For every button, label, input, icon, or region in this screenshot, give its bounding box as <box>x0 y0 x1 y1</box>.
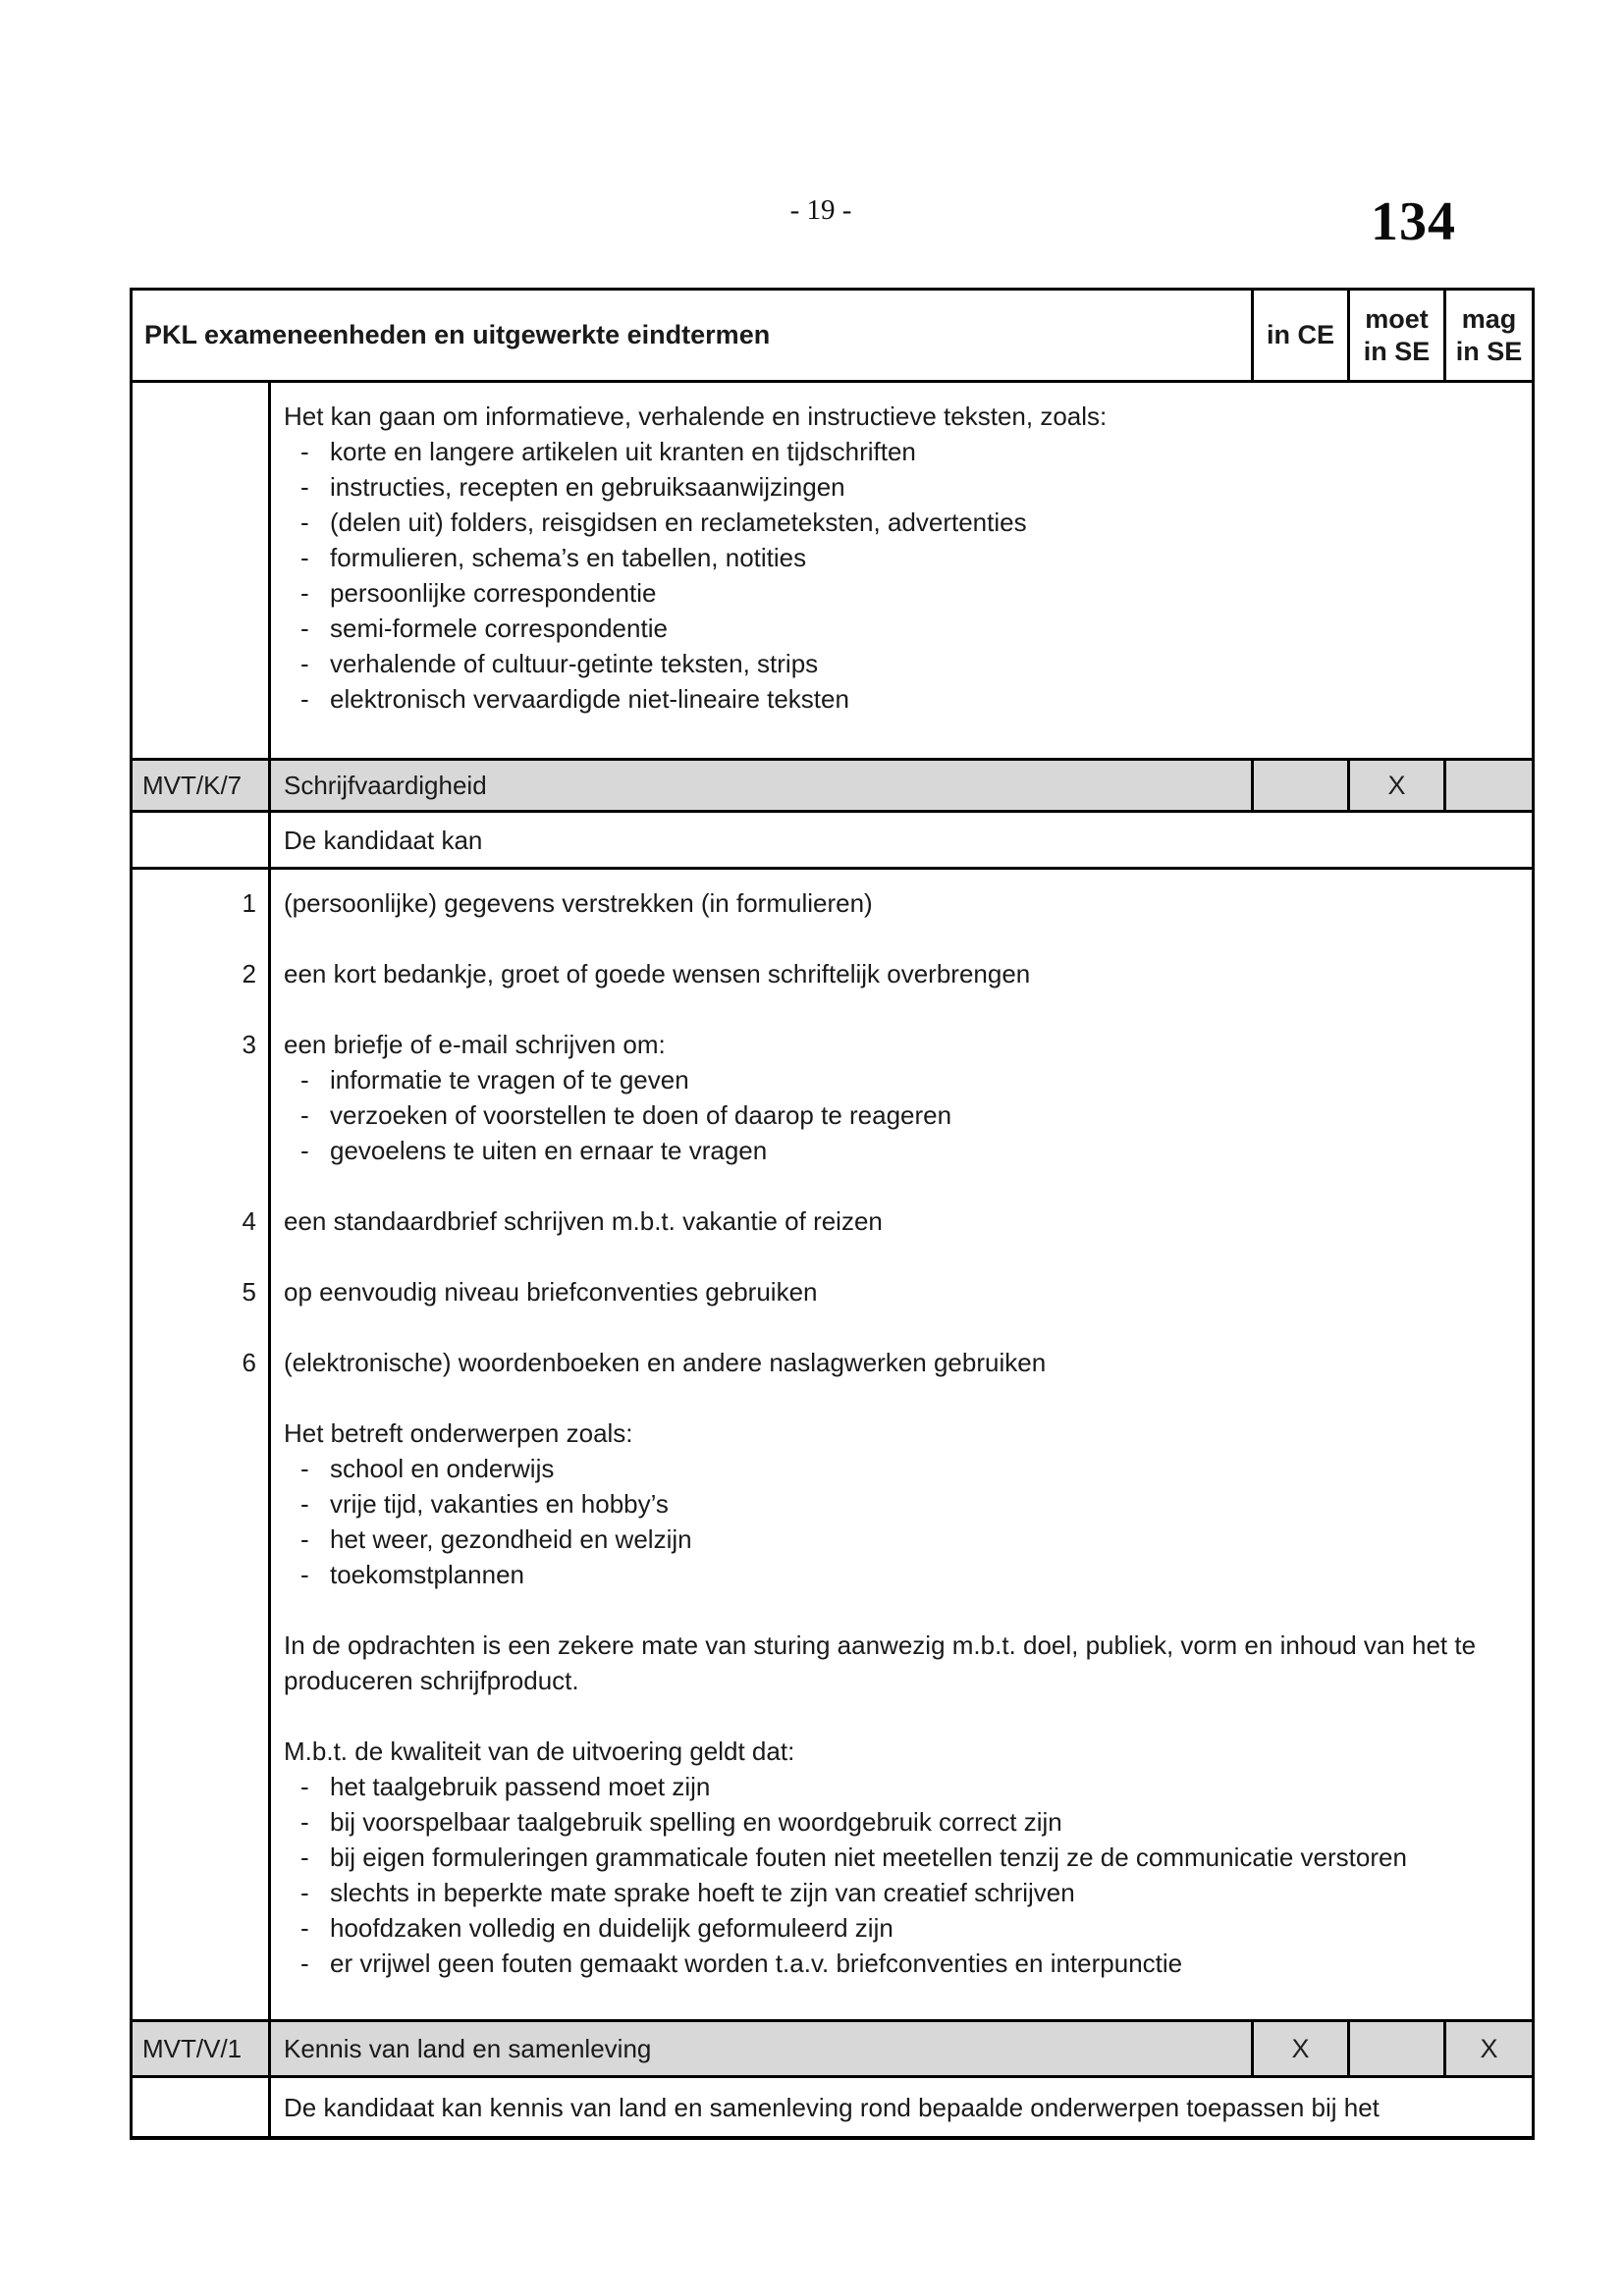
document-number: 134 <box>1371 191 1456 252</box>
bullet-dash: - <box>300 1913 309 1943</box>
header-col-moet-in-se <box>1350 291 1446 380</box>
bullet-dash: - <box>300 684 309 714</box>
kwaliteit-lead: M.b.t. de kwaliteit van de uitvoering geldt dat: <box>284 1736 795 1766</box>
list-item: - (delen uit) folders, reisgidsen en reclameteksten, advertenties <box>284 505 1522 540</box>
header-moet-line1: moet <box>1365 303 1429 334</box>
mag-in-se-mark-cell: X <box>1480 2033 1498 2063</box>
kandidaat-row <box>133 2078 1532 2136</box>
header-main-title: PKL exameneenheden en uitgewerkte eindtermen <box>133 291 1254 380</box>
list-item: - persoonlijke correspondentie <box>284 575 1522 611</box>
bullet-dash: - <box>300 649 309 678</box>
bullet-dash: - <box>300 1807 309 1837</box>
list-item: - verhalende of cultuur-getinte teksten, strips <box>284 646 1522 681</box>
list-item: - verzoeken of voorstellen te doen of daarop te reageren <box>284 1097 1532 1133</box>
exam-terms-table <box>130 288 1535 2140</box>
intro-code-cell-empty <box>133 383 271 758</box>
list-item: - informatie te vragen of te geven <box>284 1062 1532 1097</box>
list-item: - het taalgebruik passend moet zijn <box>284 1769 1532 1804</box>
header-ce-label: in CE <box>1266 320 1334 349</box>
header-col-in-ce <box>1254 291 1350 380</box>
code-cell-empty <box>133 2078 271 2136</box>
list-item: - toekomstplannen <box>284 1557 1532 1592</box>
section-title: Kennis van land en samenleving <box>271 2022 1254 2075</box>
in-ce-mark-cell <box>1254 761 1350 810</box>
intro-content-cell <box>271 383 1532 758</box>
onderwerpen-lead: Het betreft onderwerpen zoals: <box>284 1418 633 1448</box>
section-row-mvt-v1 <box>133 2022 1532 2078</box>
item-number: 3 <box>133 1027 271 1168</box>
item-number: 1 <box>133 885 271 921</box>
sturing-paragraph: In de opdrachten is een zekere mate van sturing aanwezig m.b.t. doel, publiek, vorm en inhoud van het te produceren schrijfproduct. <box>284 1630 1477 1695</box>
header-mag-line1: mag <box>1461 303 1517 334</box>
list-item: - slechts in beperkte mate sprake hoeft te zijn van creatief schrijven <box>284 1875 1532 1910</box>
list-item: - semi-formele correspondentie <box>284 611 1522 646</box>
bullet-dash: - <box>300 1524 309 1554</box>
bullet-dash: - <box>300 437 309 466</box>
bullet-dash: - <box>300 1560 309 1589</box>
bullet-dash: - <box>300 1878 309 1907</box>
moet-in-se-mark-cell <box>1350 2022 1446 2075</box>
list-item: - bij eigen formuleringen grammaticale fouten niet meetellen tenzij ze de communicatie verstoren <box>284 1840 1532 1875</box>
list-item: - het weer, gezondheid en welzijn <box>284 1522 1532 1557</box>
intro-row <box>133 383 1532 761</box>
list-item: - bij voorspelbaar taalgebruik spelling en woordgebruik correct zijn <box>284 1804 1532 1840</box>
kwaliteit-block <box>271 1734 1532 1981</box>
item-text: een briefje of e-mail schrijven om: - informatie te vragen of te geven - verzoeken of voorstellen te doen of daarop te reageren - gevoelens te uiten en ernaar te vragen <box>271 1027 1532 1168</box>
mag-in-se-mark-cell <box>1446 761 1532 810</box>
list-item: - er vrijwel geen fouten gemaakt worden t.a.v. briefconventies en interpunctie <box>284 1946 1532 1981</box>
section-code: MVT/K/7 <box>133 761 271 810</box>
item-text: een kort bedankje, groet of goede wensen schriftelijk overbrengen <box>284 959 1031 988</box>
header-mag-line2: in SE <box>1455 336 1523 366</box>
numbered-items-row <box>133 870 1532 2022</box>
bullet-dash: - <box>300 1454 309 1483</box>
intro-lead: Het kan gaan om informatieve, verhalende en instructieve teksten, zoals: <box>284 401 1108 431</box>
list-item: - korte en langere artikelen uit kranten en tijdschriften <box>284 434 1522 469</box>
bullet-dash: - <box>300 1136 309 1165</box>
item-number: 2 <box>133 956 271 991</box>
list-item: - gevoelens te uiten en ernaar te vragen <box>284 1133 1532 1168</box>
item-text: (persoonlijke) gegevens verstrekken (in formulieren) <box>284 888 873 918</box>
bullet-dash: - <box>300 1489 309 1519</box>
bullet-dash: - <box>300 543 309 572</box>
section-title: Schrijfvaardigheid <box>271 761 1254 810</box>
header-moet-line2: in SE <box>1363 336 1431 366</box>
in-ce-mark-cell: X <box>1254 2022 1350 2075</box>
kandidaat-text: De kandidaat kan kennis van land en samenleving rond bepaalde onderwerpen toepassen bij het <box>284 2092 1380 2122</box>
onderwerpen-block <box>271 1415 1532 1592</box>
table-header-row <box>133 291 1532 383</box>
list-item: - formulieren, schema’s en tabellen, notities <box>284 540 1522 575</box>
bullet-dash: - <box>300 507 309 537</box>
section-code: MVT/V/1 <box>133 2022 271 2075</box>
item-text: een standaardbrief schrijven m.b.t. vakantie of reizen <box>284 1206 883 1236</box>
kandidaat-text: De kandidaat kan <box>284 825 483 855</box>
list-item: - hoofdzaken volledig en duidelijk geformuleerd zijn <box>284 1910 1532 1946</box>
section-row-mvt-k7 <box>133 761 1532 813</box>
bullet-dash: - <box>300 614 309 643</box>
bullet-dash: - <box>300 1100 309 1130</box>
bullet-dash: - <box>300 1949 309 1978</box>
list-item: - school en onderwijs <box>284 1451 1532 1486</box>
list-item: - elektronisch vervaardigde niet-lineaire teksten <box>284 681 1522 717</box>
header-col-mag-in-se <box>1446 291 1532 380</box>
list-item: - instructies, recepten en gebruiksaanwijzingen <box>284 469 1522 505</box>
list-item: - vrije tijd, vakanties en hobby’s <box>284 1486 1532 1522</box>
item-text: (elektronische) woordenboeken en andere naslagwerken gebruiken <box>284 1348 1047 1377</box>
item-text: op eenvoudig niveau briefconventies gebruiken <box>284 1277 818 1307</box>
bullet-dash: - <box>300 1772 309 1801</box>
item-number: 6 <box>133 1345 271 1380</box>
item-number: 5 <box>133 1274 271 1309</box>
page-number: - 19 - <box>789 194 852 226</box>
moet-in-se-mark-cell: X <box>1350 761 1446 810</box>
bullet-dash: - <box>300 578 309 608</box>
kandidaat-row <box>133 813 1532 870</box>
item-number: 4 <box>133 1203 271 1239</box>
bullet-dash: - <box>300 472 309 502</box>
code-cell-empty <box>133 813 271 867</box>
bullet-dash: - <box>300 1842 309 1872</box>
bullet-dash: - <box>300 1065 309 1095</box>
